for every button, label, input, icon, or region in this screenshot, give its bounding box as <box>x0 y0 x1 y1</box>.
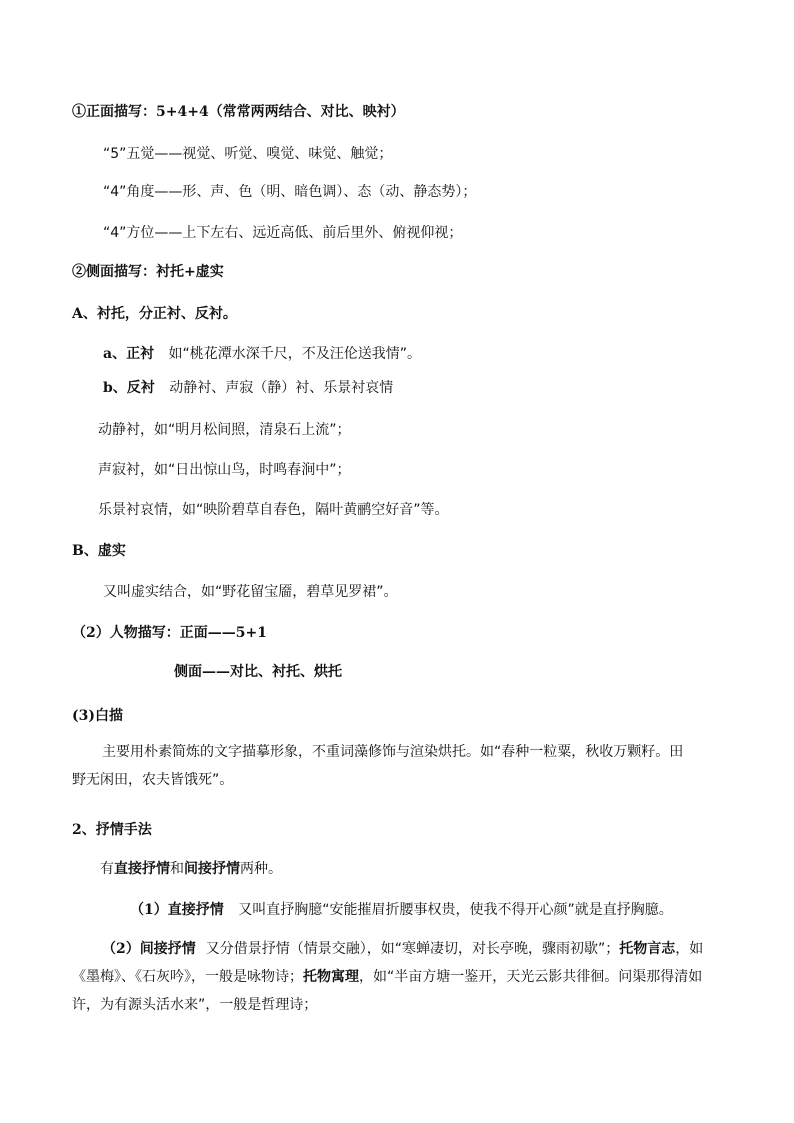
direct-lyric-label: （1）直接抒情 <box>130 902 224 918</box>
joy-sorrow-line: 乐景衬哀情，如“映阶碧草自春色，隔叶黄鹂空好音”等。 <box>98 502 449 518</box>
indirect-lyric-label: （2）间接抒情 <box>102 941 196 957</box>
lyric-intro-text-3: 两种。 <box>240 861 282 877</box>
contrast-heading: A、衬托，分正衬、反衬。 <box>72 306 237 322</box>
side-description-heading: ②侧面描写：衬托+虚实 <box>72 264 224 280</box>
virtual-real-heading: B、虚实 <box>72 543 126 559</box>
four-angles-line: “4”角度——形、声、色（明、暗色调）、态（动、静态势）； <box>103 184 477 200</box>
character-description-heading: （2）人物描写：正面——5+1 <box>72 625 267 641</box>
virtual-real-text: 又叫虚实结合，如“野花留宝靥，碧草见罗裙”。 <box>103 584 398 600</box>
five-senses-line: “5”五觉——视觉、听觉、嗅觉、味觉、触觉； <box>103 146 393 162</box>
direct-lyric-text: 又叫直抒胸臆“安能摧眉折腰事权贵，使我不得开心颜”就是直抒胸臆。 <box>238 902 673 918</box>
object-reason-term: 托物寓理 <box>303 969 359 985</box>
negative-contrast-label: b、反衬 <box>103 380 155 396</box>
positive-contrast-label: a、正衬 <box>103 346 155 362</box>
indirect-lyric-text-1: 又分借景抒情（情景交融），如“寒蝉凄切，对长亭晚，骤雨初歇”； <box>205 941 620 957</box>
direct-lyric-line <box>130 900 673 920</box>
lyric-techniques-heading: 2、抒情手法 <box>72 822 152 838</box>
negative-contrast-text: 动静衬、声寂（静）衬、乐景衬哀情 <box>169 380 394 396</box>
lyric-intro-text-1: 有 <box>100 861 114 877</box>
motion-stillness-line: 动静衬，如“明月松间照，清泉石上流”； <box>98 422 351 438</box>
lyric-intro-line <box>100 859 282 879</box>
negative-contrast-line <box>103 378 393 398</box>
direct-lyric-term: 直接抒情 <box>114 861 170 877</box>
indirect-lyric-text-3: ，如“半亩方塘一鉴开，天光云影共徘徊。问渠那得清如许，为有源头活水来”，一般是哲理诗； <box>72 969 703 1013</box>
positive-contrast-text: 如“桃花潭水深千尺，不及汪伦送我情”。 <box>168 346 422 362</box>
indirect-lyric-text-2: ，如《墨梅》、《石灰吟》，一般是咏物诗； <box>72 941 704 985</box>
front-description-heading: ①正面描写：5+4+4（常常两两结合、对比、映衬） <box>72 104 405 120</box>
positive-contrast-line <box>103 344 421 364</box>
four-directions-line: “4”方位——上下左右、远近高低、前后里外、俯视仰视； <box>103 225 463 241</box>
plain-sketch-heading: (3)白描 <box>72 708 123 724</box>
sound-silence-line: 声寂衬，如“日出惊山鸟，时鸣春涧中”； <box>98 462 351 478</box>
lyric-intro-text-2: 和 <box>170 861 184 877</box>
object-aspiration-term: 托物言志 <box>619 941 676 957</box>
indirect-lyric-paragraph <box>72 935 722 1019</box>
character-side-line: 侧面——对比、衬托、烘托 <box>174 664 342 680</box>
indirect-lyric-term: 间接抒情 <box>184 861 240 877</box>
plain-sketch-text: 主要用朴素简炼的文字描摹形象，不重词藻修饰与渲染烘托。如“春种一粒粟，秋收万颗籽。田野无闲田，农夫皆饿死”。 <box>72 744 684 788</box>
